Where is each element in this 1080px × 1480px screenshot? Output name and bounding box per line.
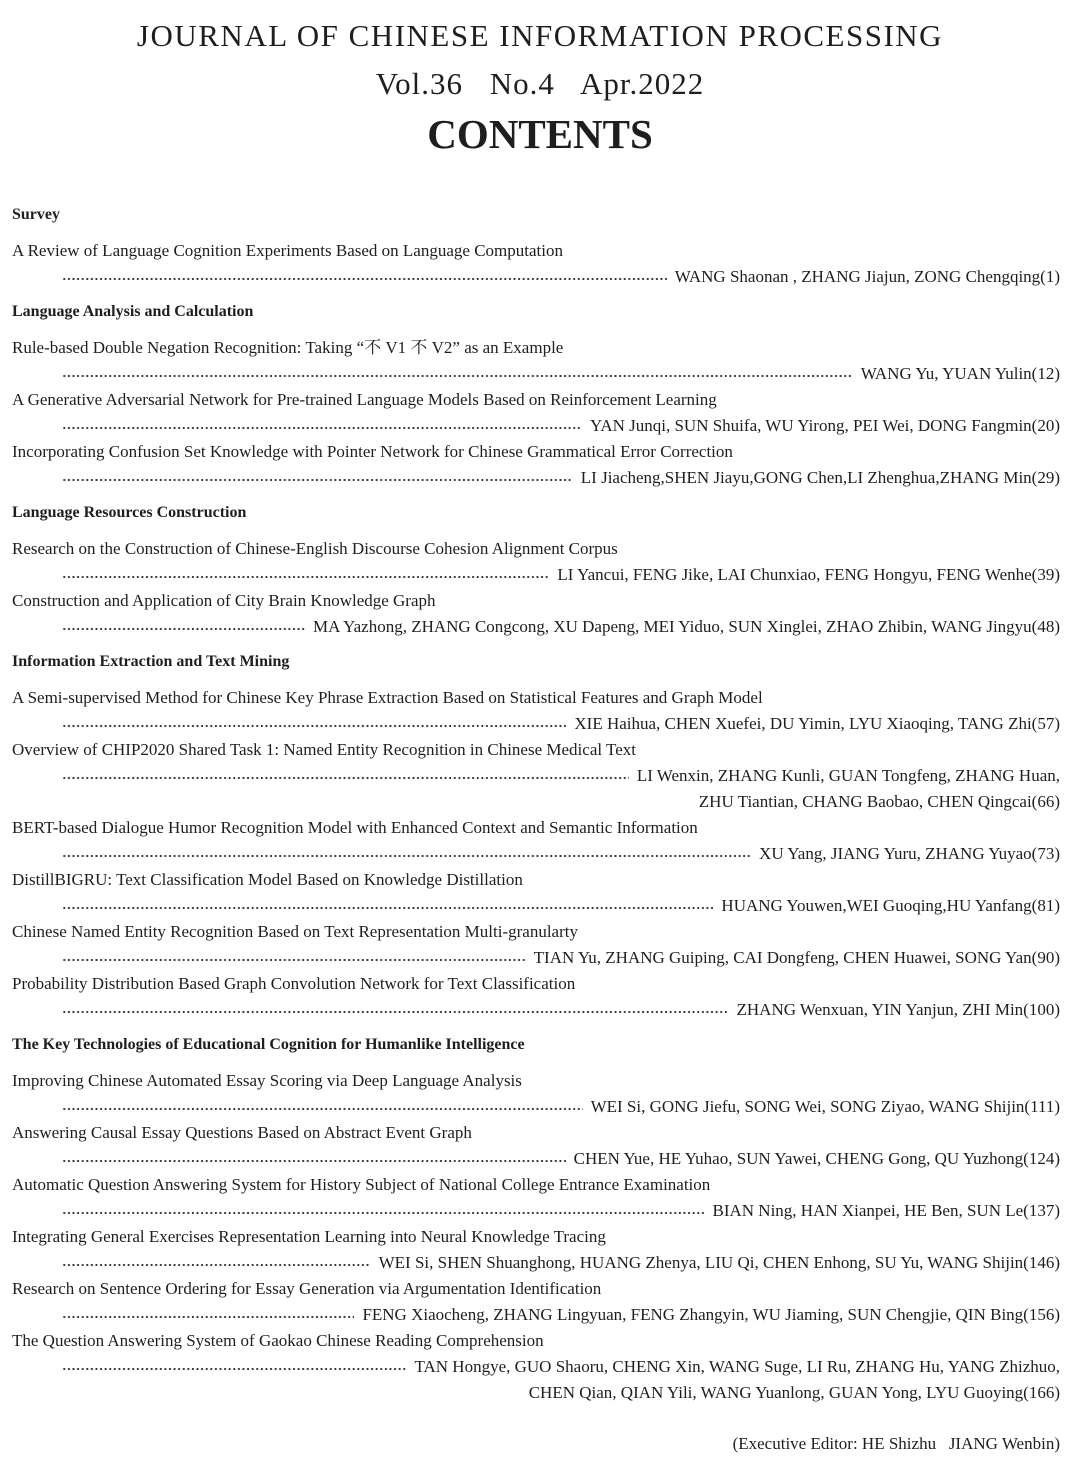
toc-entry — [12, 1328, 1060, 1406]
author-line — [12, 893, 1060, 919]
authors-and-page: LI Wenxin, ZHANG Kunli, GUAN Tongfeng, ZHANG Huan, — [636, 766, 1060, 785]
authors-and-page: LI Jiacheng,SHEN Jiayu,GONG Chen,LI Zhenghua,ZHANG Min(29) — [580, 468, 1060, 487]
author-line — [12, 1146, 1060, 1172]
article-title: Chinese Named Entity Recognition Based on Text Representation Multi-granularty — [12, 922, 578, 941]
article-title: The Question Answering System of Gaokao Chinese Reading Comprehension — [12, 1331, 544, 1350]
author-line — [12, 1094, 1060, 1120]
toc-entry — [12, 588, 1060, 640]
toc-entry — [12, 919, 1060, 971]
executive-editor-note: (Executive Editor: HE Shizhu JIANG Wenbin) — [732, 1434, 1060, 1453]
authors-and-page: TAN Hongye, GUO Shaoru, CHENG Xin, WANG Suge, LI Ru, ZHANG Hu, YANG Zhizhuo, — [414, 1357, 1060, 1376]
article-title: DistillBIGRU: Text Classification Model Based on Knowledge Distillation — [12, 870, 523, 889]
authors-and-page: WEI Si, SHEN Shuanghong, HUANG Zhenya, LIU Qi, CHEN Enhong, SU Yu, WANG Shijin(146) — [378, 1253, 1060, 1272]
authors-and-page: ZHANG Wenxuan, YIN Yanjun, ZHI Min(100) — [736, 1000, 1060, 1019]
author-line — [12, 614, 1060, 640]
article-title: Probability Distribution Based Graph Convolution Network for Text Classification — [12, 974, 576, 993]
section-heading: Language Resources Construction — [12, 504, 247, 521]
dot-leader — [62, 1006, 729, 1014]
article-title: Research on the Construction of Chinese-English Discourse Cohesion Alignment Corpus — [12, 539, 618, 558]
article-title: A Semi-supervised Method for Chinese Key Phrase Extraction Based on Statistical Features and Graph Model — [12, 688, 763, 707]
authors-and-page: XIE Haihua, CHEN Xuefei, DU Yimin, LYU Xiaoqing, TANG Zhi(57) — [574, 714, 1060, 733]
authors-continued: CHEN Qian, QIAN Yili, WANG Yuanlong, GUAN Yong, LYU Guoying(166) — [528, 1383, 1060, 1402]
author-line — [12, 997, 1060, 1023]
dot-leader — [62, 1363, 406, 1371]
authors-and-page: MA Yazhong, ZHANG Congcong, XU Dapeng, MEI Yiduo, SUN Xinglei, ZHAO Zhibin, WANG Jingyu(48) — [312, 617, 1060, 636]
author-line — [12, 1302, 1060, 1328]
article-title: Overview of CHIP2020 Shared Task 1: Named Entity Recognition in Chinese Medical Text — [12, 740, 636, 759]
toc-section — [12, 500, 1060, 640]
toc-entry — [12, 536, 1060, 588]
dot-leader — [62, 772, 629, 780]
dot-leader — [62, 1103, 583, 1111]
dot-leader — [62, 422, 582, 430]
table-of-contents — [12, 202, 1060, 1406]
toc-entry — [12, 439, 1060, 491]
authors-and-page: BIAN Ning, HAN Xianpei, HE Ben, SUN Le(137) — [712, 1201, 1060, 1220]
dot-leader — [62, 370, 853, 378]
author-line — [12, 562, 1060, 588]
author-line — [12, 465, 1060, 491]
section-heading: Information Extraction and Text Mining — [12, 653, 290, 670]
section-heading: Language Analysis and Calculation — [12, 303, 254, 320]
toc-section — [12, 299, 1060, 491]
dot-leader — [62, 1311, 354, 1319]
toc-section — [12, 202, 1060, 290]
section-heading: Survey — [12, 206, 60, 223]
toc-entry — [12, 867, 1060, 919]
author-line — [12, 945, 1060, 971]
article-title: Automatic Question Answering System for History Subject of National College Entrance Examination — [12, 1175, 711, 1194]
author-line — [12, 361, 1060, 387]
dot-leader — [62, 1207, 704, 1215]
dot-leader — [62, 1259, 371, 1267]
toc-entry — [12, 387, 1060, 439]
toc-entry — [12, 238, 1060, 290]
section-heading: The Key Technologies of Educational Cognition for Humanlike Intelligence — [12, 1036, 525, 1053]
article-title: Integrating General Exercises Representation Learning into Neural Knowledge Tracing — [12, 1227, 606, 1246]
authors-and-page: WANG Yu, YUAN Yulin(12) — [860, 364, 1060, 383]
article-title: Improving Chinese Automated Essay Scoring via Deep Language Analysis — [12, 1071, 522, 1090]
authors-and-page: HUANG Youwen,WEI Guoqing,HU Yanfang(81) — [721, 896, 1060, 915]
dot-leader — [62, 474, 573, 482]
article-title: A Generative Adversarial Network for Pre-trained Language Models Based on Reinforcement Learning — [12, 390, 717, 409]
article-title: Incorporating Confusion Set Knowledge with Pointer Network for Chinese Grammatical Error Correction — [12, 442, 733, 461]
issue-info: Vol.36 No.4 Apr.2022 — [375, 66, 705, 101]
toc-entry — [12, 971, 1060, 1023]
dot-leader — [62, 850, 751, 858]
authors-and-page: WEI Si, GONG Jiefu, SONG Wei, SONG Ziyao, WANG Shijin(111) — [590, 1097, 1060, 1116]
author-line — [12, 264, 1060, 290]
toc-entry — [12, 1068, 1060, 1120]
toc-entry — [12, 1224, 1060, 1276]
contents-heading: CONTENTS — [427, 111, 653, 157]
dot-leader — [62, 720, 566, 728]
article-title: A Review of Language Cognition Experiments Based on Language Computation — [12, 241, 563, 260]
author-line — [12, 711, 1060, 737]
authors-and-page: TIAN Yu, ZHANG Guiping, CAI Dongfeng, CHEN Huawei, SONG Yan(90) — [533, 948, 1060, 967]
article-title: Research on Sentence Ordering for Essay Generation via Argumentation Identification — [12, 1279, 602, 1298]
author-line — [12, 763, 1060, 789]
dot-leader — [62, 571, 549, 579]
authors-and-page: FENG Xiaocheng, ZHANG Lingyuan, FENG Zhangyin, WU Jiaming, SUN Chengjie, QIN Bing(156) — [362, 1305, 1060, 1324]
article-title: BERT-based Dialogue Humor Recognition Model with Enhanced Context and Semantic Information — [12, 818, 698, 837]
author-line — [12, 1198, 1060, 1224]
toc-entry — [12, 737, 1060, 815]
article-title: Construction and Application of City Brain Knowledge Graph — [12, 591, 436, 610]
authors-and-page: XU Yang, JIANG Yuru, ZHANG Yuyao(73) — [759, 844, 1060, 863]
article-title: Rule-based Double Negation Recognition: Taking “不 V1 不 V2” as an Example — [12, 338, 564, 357]
toc-entry — [12, 1276, 1060, 1328]
toc-section — [12, 1032, 1060, 1406]
author-line — [12, 841, 1060, 867]
toc-entry — [12, 685, 1060, 737]
article-title: Answering Causal Essay Questions Based on Abstract Event Graph — [12, 1123, 472, 1142]
author-line — [12, 1250, 1060, 1276]
dot-leader — [62, 1155, 566, 1163]
author-line — [12, 1354, 1060, 1380]
authors-and-page: YAN Junqi, SUN Shuifa, WU Yirong, PEI Wei, DONG Fangmin(20) — [589, 416, 1060, 435]
dot-leader — [62, 273, 667, 281]
toc-entry — [12, 1172, 1060, 1224]
dot-leader — [62, 954, 526, 962]
dot-leader — [62, 623, 305, 631]
authors-and-page: WANG Shaonan , ZHANG Jiajun, ZONG Chengqing(1) — [674, 267, 1060, 286]
authors-continued: ZHU Tiantian, CHANG Baobao, CHEN Qingcai(66) — [698, 792, 1060, 811]
toc-entry — [12, 1120, 1060, 1172]
authors-and-page: CHEN Yue, HE Yuhao, SUN Yawei, CHENG Gong, QU Yuzhong(124) — [573, 1149, 1060, 1168]
toc-section — [12, 649, 1060, 1023]
toc-entry — [12, 815, 1060, 867]
authors-and-page: LI Yancui, FENG Jike, LAI Chunxiao, FENG Hongyu, FENG Wenhe(39) — [557, 565, 1060, 584]
author-line — [12, 413, 1060, 439]
journal-title: JOURNAL OF CHINESE INFORMATION PROCESSING — [136, 18, 944, 53]
toc-entry — [12, 335, 1060, 387]
dot-leader — [62, 902, 713, 910]
